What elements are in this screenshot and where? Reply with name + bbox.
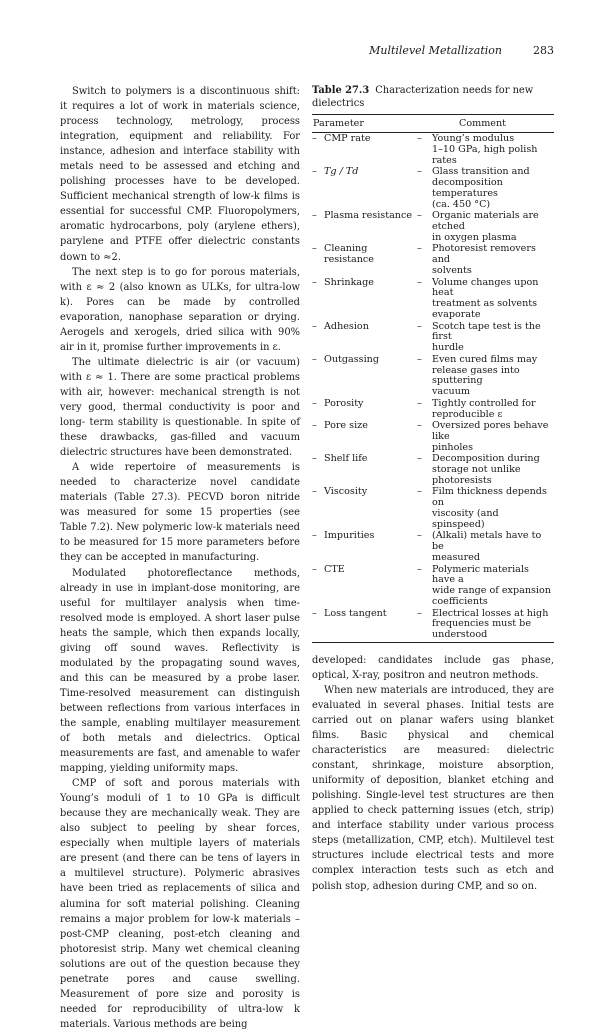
row-dash: – <box>417 166 422 178</box>
table-header <box>312 115 554 132</box>
table-row <box>312 609 554 641</box>
comment-line: Even cured films may <box>432 353 538 365</box>
comment-cell <box>432 454 554 486</box>
comment-line: storage not unlike <box>432 464 521 476</box>
comment-line: viscosity (and spinspeed) <box>432 508 499 530</box>
comment-line: Oversized pores behave like <box>432 420 549 442</box>
table-row <box>312 565 554 608</box>
comment-line: decomposition temperatures <box>432 176 503 199</box>
row-dash: – <box>417 276 422 288</box>
row-dash: – <box>417 397 422 409</box>
row-dash: – <box>417 133 422 144</box>
page-header <box>60 44 554 60</box>
row-dash: – <box>312 210 317 222</box>
comment-line: 1–10 GPa, high polish rates <box>432 143 538 166</box>
right-column-text <box>312 653 554 894</box>
body-paragraph: Modulated photoreflectance methods, already in use in implant-dose monitoring, are useful for multilayer analysis when time-resolved mode is employed. A short laser pulse heats the sample, which then expands locally, giving off sound waves. Reflectivity is modulated by the propagating sound waves, and this can be measured by a probe laser. Time-resolved measurement can distinguish between reflections from various interfaces in the sample, enabling multilayer measurement of both metals and dielectrics. Optical measurements are fast, and amenable to wafer mapping, yielding uniformity maps. <box>60 567 300 775</box>
row-dash: – <box>417 210 422 222</box>
comment-line: Film thickness depends on <box>432 486 547 509</box>
row-dash: – <box>312 607 317 619</box>
parameter-cell: Viscosity <box>324 486 368 498</box>
row-dash: – <box>417 486 422 498</box>
row-dash: – <box>312 276 317 288</box>
row-dash: – <box>417 420 422 432</box>
row-dash: – <box>417 530 422 542</box>
body-paragraph: CMP of soft and porous materials with Young’s moduli of 1 to 10 GPa is difficult because they are mechanically weak. They are also subject to peeling by shear forces, especially when multiple layers of materials are present (and there can be tens of layers in a multilevel structure). Polymeric abrasives have been tried as replacements of silica and alumina for soft material polishing. Cleaning remains a major problem for low-k materials – post-CMP cleaning, post-etch cleaning and photoresist strip. Many wet chemical cleaning solutions are out of the question because they penetrate pores and cause swelling. Measurement of pore size and porosity is needed for reproducibility of ultra-low k materials. Various methods are being <box>60 778 300 1030</box>
comment-cell <box>432 399 554 421</box>
table-row <box>312 454 554 486</box>
row-dash: – <box>312 486 317 498</box>
row-dash: – <box>312 563 317 575</box>
table-row <box>312 244 554 276</box>
row-dash: – <box>312 530 317 542</box>
comment-line: (ca. 450 °C) <box>432 198 491 210</box>
row-dash: – <box>312 453 317 465</box>
parameter-cell: Loss tangent <box>324 607 387 619</box>
table-caption <box>312 84 554 110</box>
row-dash: – <box>312 353 317 365</box>
parameter-cell: Porosity <box>324 397 364 409</box>
comment-line: release gases into sputtering <box>432 364 520 387</box>
parameter-cell: Tg / Td <box>324 166 359 178</box>
comment-line: wide range of expansion <box>432 585 551 597</box>
table-caption-text: Characterization needs for new dielectrics <box>312 85 534 109</box>
comment-line: Polymeric materials have a <box>432 563 529 586</box>
table-row <box>312 355 554 398</box>
parameter-cell: Plasma resistance <box>324 210 413 222</box>
row-dash: – <box>417 563 422 575</box>
comment-line: frequencies must be <box>432 618 532 630</box>
comment-cell <box>432 278 554 321</box>
comment-cell <box>432 421 554 453</box>
parameter-cell: Outgassing <box>324 353 379 365</box>
table-label: Table 27.3 <box>312 85 370 96</box>
row-dash: – <box>312 243 317 255</box>
body-paragraph: developed: candidates include gas phase, optical, X-ray, positron and neutron methods. <box>312 654 554 681</box>
comment-line: pinholes <box>432 441 474 453</box>
body-paragraph: The next step is to go for porous materials, with ε ≈ 2 (also known as ULKs, for ultra-low k). Pores can be made by controlled evaporation, nanophase separation or drying. Aerogels and xerogels, dried silica with 90% air in it, promise further improvements in ε. <box>60 266 300 353</box>
table-row <box>312 167 554 210</box>
table-row <box>312 487 554 530</box>
comment-cell <box>432 355 554 398</box>
comment-line: understood <box>432 629 488 641</box>
column-header-comment: Comment <box>459 118 507 129</box>
table-row <box>312 278 554 321</box>
comment-cell <box>432 565 554 608</box>
row-dash: – <box>312 420 317 432</box>
comment-line: reproducible ε <box>432 408 503 420</box>
body-paragraph: The ultimate dielectric is air (or vacuum) with ε ≈ 1. There are some practical problems with air, however: mechanical strength is not very good, thermal conductivity is poor and long- term stability is questionable. In spite of these drawbacks, gas-filled and vacuum dielectric structures have been demonstrated. <box>60 356 300 459</box>
comment-cell <box>432 244 554 276</box>
table-row <box>312 421 554 453</box>
comment-line: Young’s modulus <box>432 133 515 144</box>
parameter-cell: Pore size <box>324 420 368 432</box>
right-column <box>312 84 554 894</box>
row-dash: – <box>312 133 317 144</box>
table-row <box>312 531 554 563</box>
parameter-cell: CMP rate <box>324 133 371 144</box>
comment-cell <box>432 167 554 210</box>
comment-line: coefficients <box>432 596 488 608</box>
row-dash: – <box>312 166 317 178</box>
row-dash: – <box>417 453 422 465</box>
row-dash: – <box>417 607 422 619</box>
parameter-cell: Cleaning resistance <box>324 243 374 266</box>
body-paragraph: A wide repertoire of measurements is needed to characterize novel candidate materials (Table 27.3). PECVD boron nitride was measured for some 15 properties (see Table 7.2). New polymeric low-k materials need to be measured for 15 more parameters before they can be accepted in manufacturing. <box>60 462 300 564</box>
comment-line: evaporate <box>432 308 481 320</box>
body-paragraph: When new materials are introduced, they are evaluated in several phases. Initial tests are carried out on planar wafers using blanket films. Basic physical and chemical characteristics are measured: dielectric constant, shrinkage, moisture absorption, uniformity of deposition, blanket etching and polishing. Single-level test structures are then applied to check patterning issues (etch, strip) and interface stability under various process steps (metallization, CMP, etch). Multilevel test structures include electrical tests and more complex interaction tests such as etch and polish stop, adhesion during CMP, and so on. <box>312 684 554 892</box>
row-dash: – <box>417 320 422 332</box>
comment-line: Tightly controlled for <box>432 397 536 409</box>
page-number: 283 <box>533 44 554 57</box>
table-row <box>312 211 554 243</box>
parameter-cell: Impurities <box>324 530 375 542</box>
table-row <box>312 322 554 354</box>
comment-cell <box>432 531 554 563</box>
comment-line: solvents <box>432 264 472 276</box>
comment-line: hurdle <box>432 342 464 354</box>
row-dash: – <box>312 397 317 409</box>
comment-line: Scotch tape test is the first <box>432 320 541 343</box>
running-title: Multilevel Metallization <box>369 44 502 57</box>
comment-cell <box>432 487 554 530</box>
comment-cell <box>432 211 554 243</box>
parameter-cell: Adhesion <box>324 320 369 332</box>
comment-line: Glass transition and <box>432 166 530 178</box>
table-bottom-rule <box>312 642 554 643</box>
comment-line: Volume changes upon heat <box>432 276 539 299</box>
left-column <box>60 84 300 1032</box>
parameter-cell: Shelf life <box>324 453 368 465</box>
comment-line: vacuum <box>432 386 470 398</box>
comment-cell <box>432 609 554 641</box>
comment-line: (Alkali) metals have to be <box>432 530 542 553</box>
comment-cell <box>432 322 554 354</box>
comment-line: Photoresist removers and <box>432 243 536 266</box>
table-row <box>312 134 554 166</box>
table-row <box>312 399 554 421</box>
comment-line: Electrical losses at high <box>432 607 549 619</box>
column-header-parameter: Parameter <box>313 118 364 129</box>
row-dash: – <box>417 243 422 255</box>
comment-cell <box>432 134 554 166</box>
row-dash: – <box>417 353 422 365</box>
table-body <box>312 133 554 641</box>
row-dash: – <box>312 320 317 332</box>
comment-line: photoresists <box>432 474 492 486</box>
comment-line: in oxygen plasma <box>432 231 517 243</box>
comment-line: treatment as solvents <box>432 298 538 310</box>
comment-line: Decomposition during <box>432 453 540 465</box>
comment-line: measured <box>432 552 481 564</box>
body-paragraph: Switch to polymers is a discontinuous shift: it requires a lot of work in materials science, process technology, metrology, process integration, equipment and reliability. For instance, adhesion and interface stability with metals need to be assessed and etching and polishing processes have to be developed. Sufficient mechanical strength of low-k films is essential for successful CMP. Fluoropolymers, aromatic hydrocarbons, poly (arylene ethers), parylene and PTFE offer dielectric constants down to ≈2. <box>60 86 300 263</box>
parameter-cell: Shrinkage <box>324 276 374 288</box>
comment-line: Organic materials are etched <box>432 210 539 232</box>
parameter-cell: CTE <box>324 563 345 575</box>
